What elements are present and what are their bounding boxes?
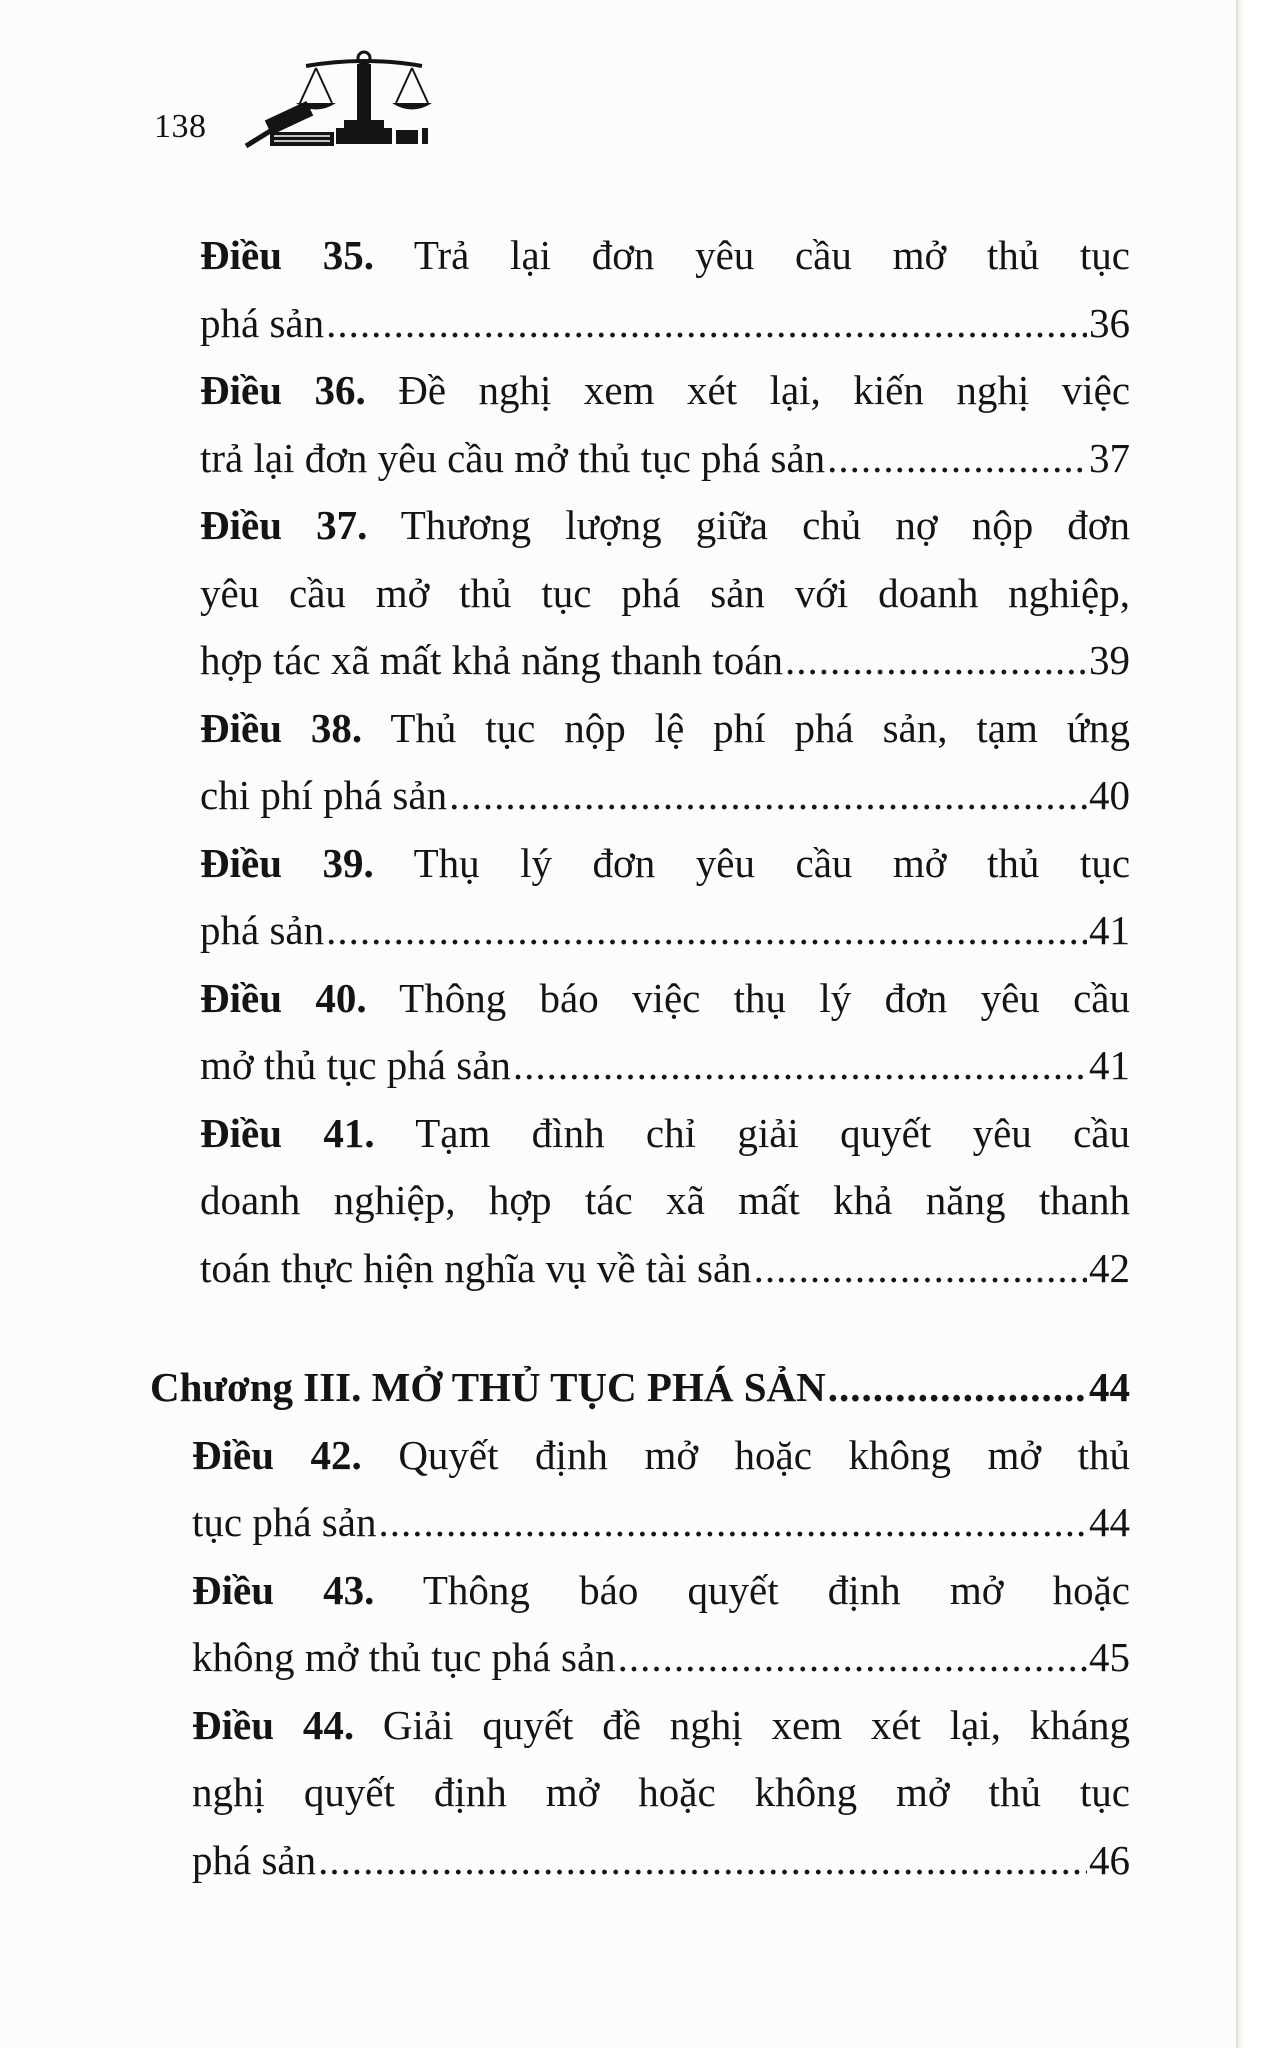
article-label: Điều 43. xyxy=(192,1566,375,1613)
article-title: chi phí phá sản xyxy=(200,772,448,818)
dot-leader xyxy=(785,627,1087,695)
page-ref: 45 xyxy=(1089,1634,1130,1680)
article-label: Điều 38. xyxy=(200,704,363,751)
article-title: tục phá sản xyxy=(192,1499,377,1545)
dot-leader xyxy=(326,290,1087,358)
article-title: toán thực hiện nghĩa vụ về tài sản xyxy=(200,1244,752,1291)
toc-entry-line xyxy=(150,1235,1130,1303)
dot-leader xyxy=(754,1235,1087,1303)
article-title: phá sản xyxy=(200,907,325,953)
page-ref: 41 xyxy=(1089,1042,1130,1088)
page-ref: 46 xyxy=(1089,1836,1130,1883)
page-ref: 40 xyxy=(1089,772,1130,818)
article-title: yêu cầu mở thủ tục phá sản với doanh nghiệp, xyxy=(200,569,1130,616)
toc-entry-line xyxy=(150,1422,1130,1490)
article-title: nghị quyết định mở hoặc không mở thủ tục xyxy=(192,1769,1130,1815)
page-ref: 42 xyxy=(1089,1244,1130,1291)
article-title: mở thủ tục phá sản xyxy=(200,1042,511,1088)
toc-entry-line xyxy=(150,1167,1130,1235)
page-ref: 41 xyxy=(1089,907,1130,953)
article-title: không mở thủ tục phá sản xyxy=(192,1634,616,1680)
article-title: doanh nghiệp, hợp tác xã mất khả năng thanh xyxy=(200,1177,1130,1223)
article-label: Điều 42. xyxy=(192,1431,362,1478)
article-label: Điều 35. xyxy=(200,232,374,278)
toc-entry-line xyxy=(150,1032,1130,1100)
page-ref: 44 xyxy=(1089,1499,1130,1545)
toc-chapter-line xyxy=(150,1354,1130,1422)
dot-leader xyxy=(326,897,1087,965)
toc-entry-line xyxy=(150,1759,1130,1827)
toc-entry-line xyxy=(150,830,1130,898)
article-title: Quyết định mở hoặc không mở thủ xyxy=(398,1431,1130,1478)
dot-leader xyxy=(828,1354,1087,1422)
page-ref: 44 xyxy=(1089,1364,1130,1410)
article-label: Điều 36. xyxy=(200,367,366,413)
toc-entry-line xyxy=(150,965,1130,1033)
toc-entry-line xyxy=(150,1827,1130,1895)
article-title: Thụ lý đơn yêu cầu mở thủ tục xyxy=(413,839,1131,886)
toc-entry-line xyxy=(150,1489,1130,1557)
page-ref: 39 xyxy=(1089,637,1130,683)
toc-entry-line xyxy=(150,1100,1130,1168)
dot-leader xyxy=(318,1827,1087,1895)
section-gap xyxy=(150,1302,1130,1354)
chapter-title: Chương III. MỞ THỦ TỤC PHÁ SẢN xyxy=(150,1364,826,1410)
article-title: trả lại đơn yêu cầu mở thủ tục phá sản xyxy=(200,434,826,481)
dot-leader xyxy=(378,1489,1087,1557)
table-of-contents xyxy=(150,222,1130,1894)
page-ref: 37 xyxy=(1089,434,1130,481)
toc-entry-line xyxy=(150,222,1130,290)
article-label: Điều 37. xyxy=(200,502,368,548)
dot-leader xyxy=(618,1624,1087,1692)
toc-entry-line xyxy=(150,695,1130,763)
article-title: Tạm đình chỉ giải quyết yêu cầu xyxy=(415,1109,1131,1156)
article-label: Điều 40. xyxy=(200,974,367,1021)
dot-leader xyxy=(513,1032,1087,1100)
article-title: phá sản xyxy=(192,1836,317,1883)
toc-entry-line xyxy=(150,1624,1130,1692)
article-title: Thủ tục nộp lệ phí phá sản, tạm ứng xyxy=(390,704,1130,751)
toc-entry-line xyxy=(150,1692,1130,1760)
toc-entry-line xyxy=(150,560,1130,628)
scales-of-justice-gavel-icon xyxy=(226,48,456,153)
article-title: phá sản xyxy=(200,299,325,346)
toc-entry-line xyxy=(150,290,1130,358)
article-title: Đề nghị xem xét lại, kiến nghị việc xyxy=(398,367,1131,413)
toc-entry-line xyxy=(150,1557,1130,1625)
article-label: Điều 44. xyxy=(192,1701,355,1748)
article-title: Thông báo quyết định mở hoặc xyxy=(422,1566,1130,1613)
book-spine-edge xyxy=(1236,0,1264,2048)
page-number: 138 xyxy=(154,108,207,145)
toc-entry-line xyxy=(150,762,1130,830)
article-title: Giải quyết đề nghị xem xét lại, kháng xyxy=(382,1701,1131,1748)
dot-leader xyxy=(449,762,1087,830)
dot-leader xyxy=(827,425,1087,493)
article-title: Thương lượng giữa chủ nợ nộp đơn xyxy=(400,502,1130,548)
article-title: Thông báo việc thụ lý đơn yêu cầu xyxy=(399,974,1131,1021)
page-ref: 36 xyxy=(1089,299,1130,346)
toc-entry-line xyxy=(150,425,1130,493)
toc-entry-line xyxy=(150,492,1130,560)
article-label: Điều 39. xyxy=(200,839,374,886)
toc-entry-line xyxy=(150,627,1130,695)
article-title: hợp tác xã mất khả năng thanh toán xyxy=(200,637,783,683)
article-label: Điều 41. xyxy=(200,1109,375,1156)
article-title: Trả lại đơn yêu cầu mở thủ tục xyxy=(413,232,1131,278)
toc-entry-line xyxy=(150,357,1130,425)
toc-entry-line xyxy=(150,897,1130,965)
